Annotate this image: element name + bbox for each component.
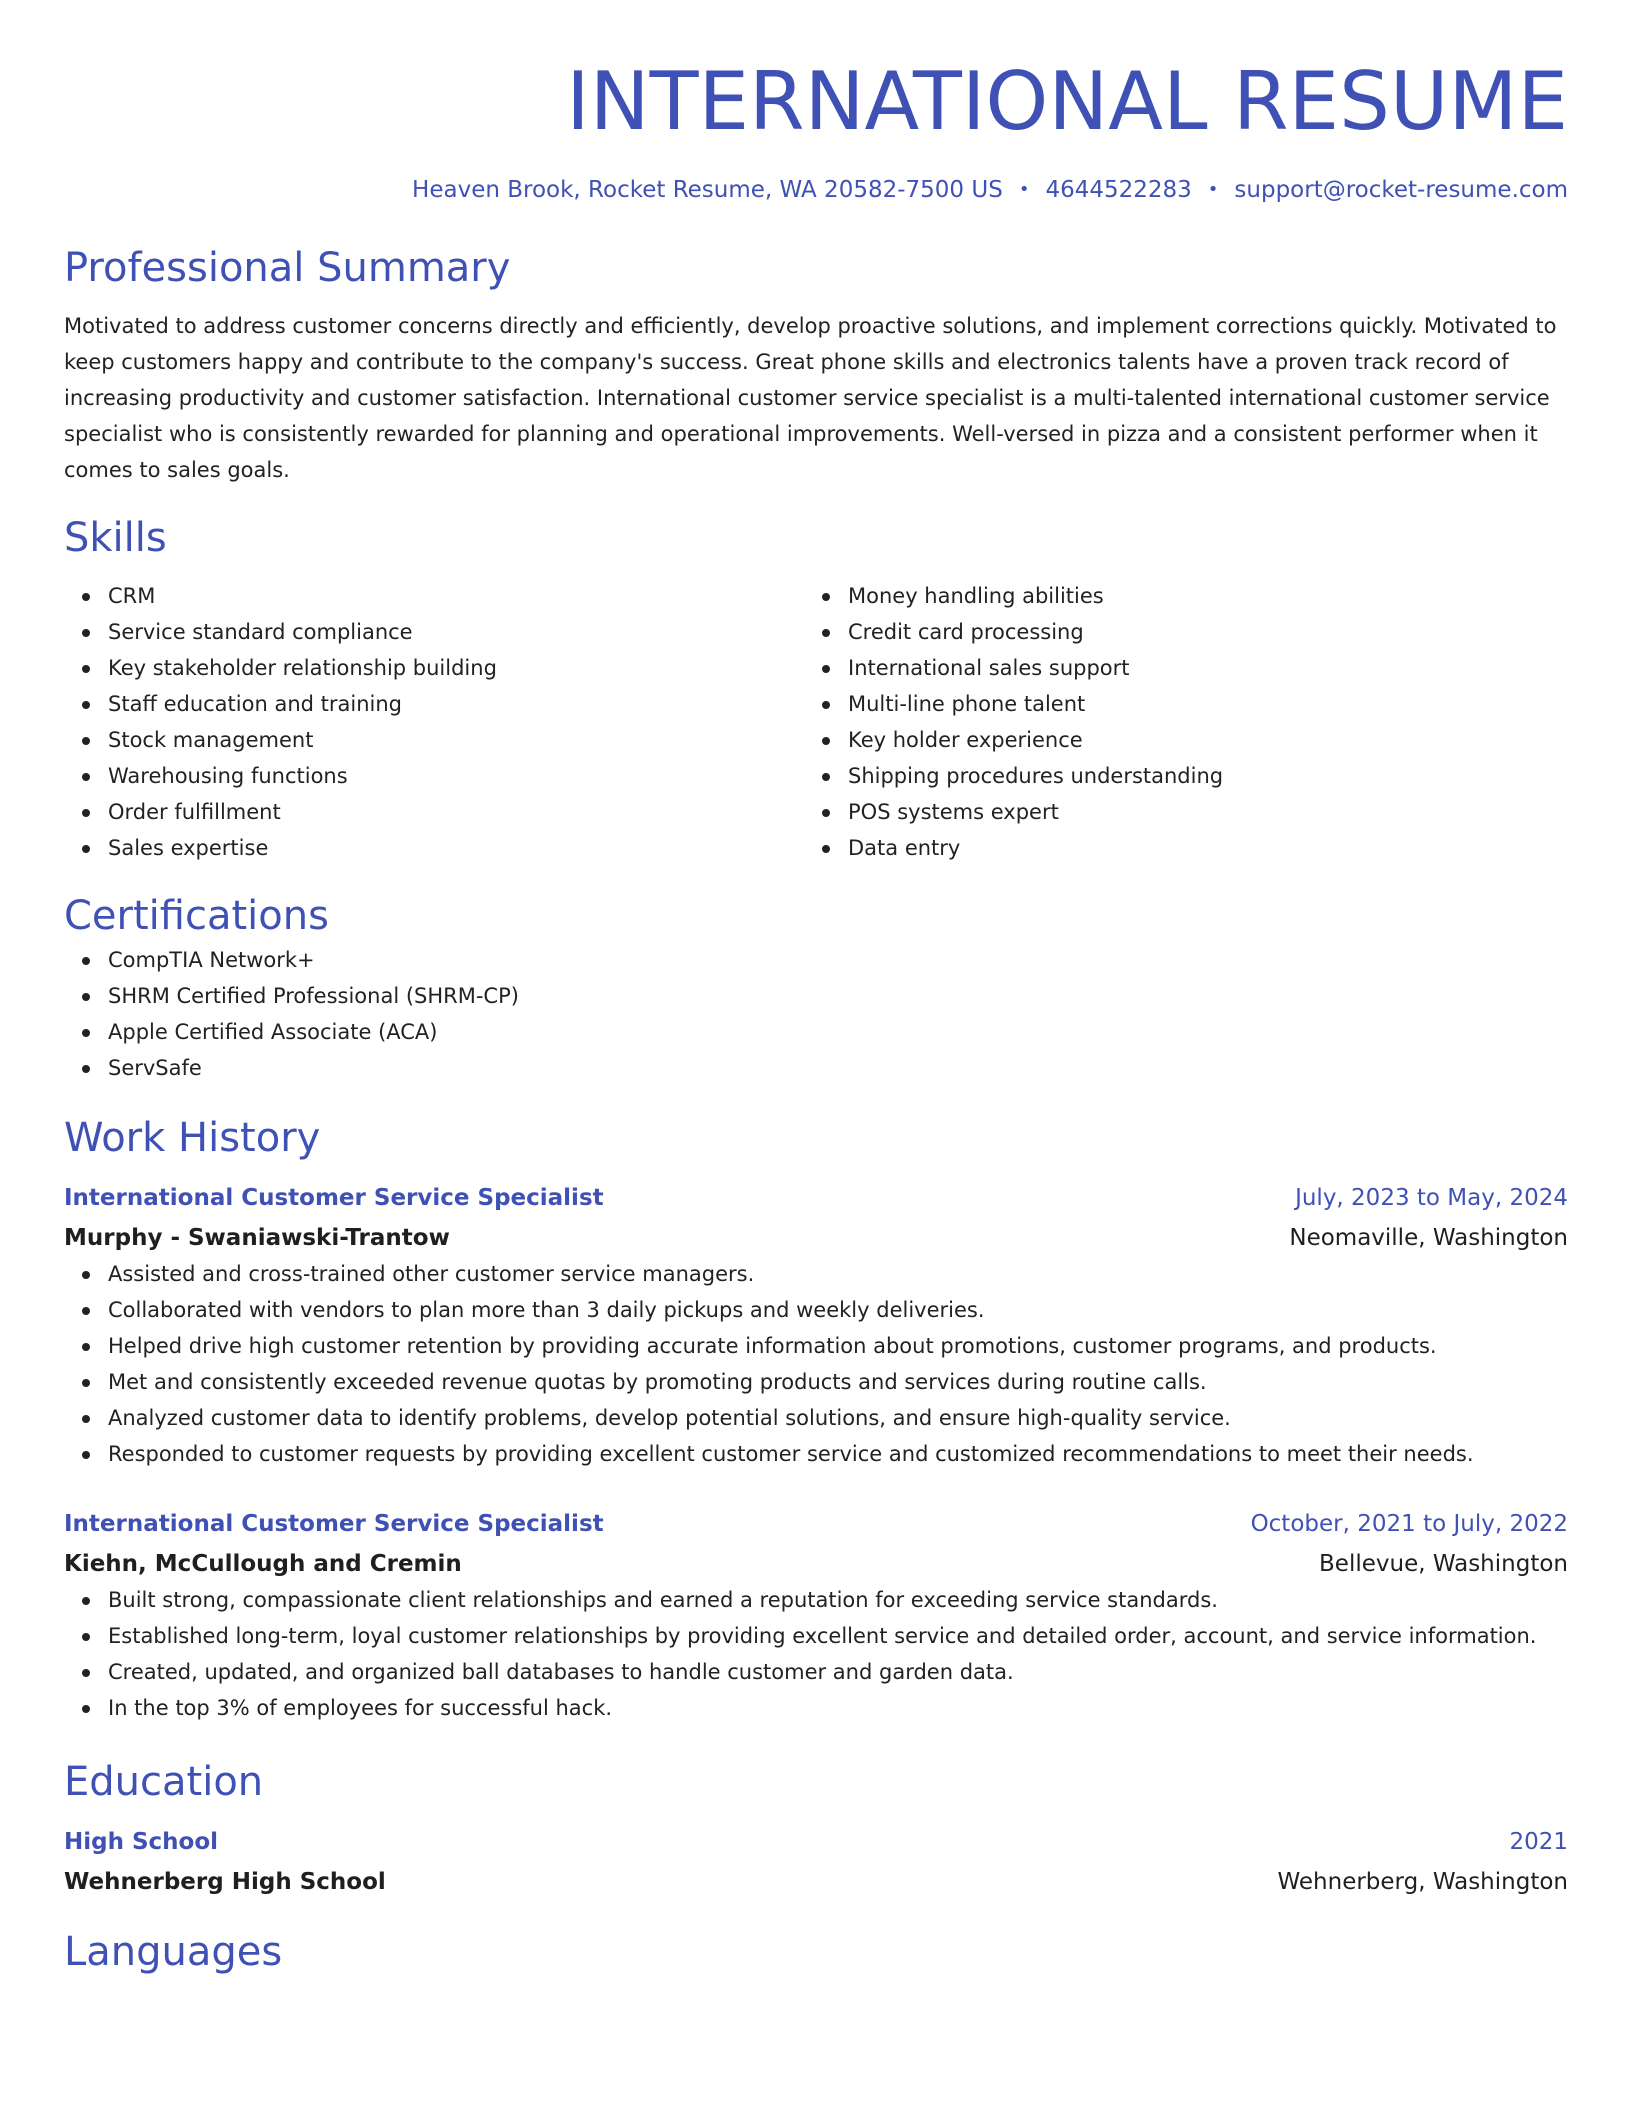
skill-item: Order fulfillment — [108, 794, 804, 830]
certification-item: CompTIA Network+ — [108, 942, 1568, 978]
education-location: Wehnerberg, Washington — [1277, 1869, 1568, 1895]
job-bullet: In the top 3% of employees for successful hack. — [108, 1690, 1568, 1726]
job-header — [64, 1506, 1568, 1542]
skill-item: Service standard compliance — [108, 614, 804, 650]
contact-separator: • — [1018, 179, 1030, 200]
job-bullet: Collaborated with vendors to plan more than 3 daily pickups and weekly deliveries. — [108, 1292, 1568, 1328]
certifications-list — [64, 942, 1568, 1086]
skill-item: Key holder experience — [848, 722, 1564, 758]
job-company: Murphy - Swaniawski-Trantow — [64, 1225, 450, 1251]
job-bullets — [64, 1582, 1568, 1726]
skills-grid — [64, 578, 1568, 866]
contact-line — [64, 174, 1568, 206]
skill-item: Stock management — [108, 722, 804, 758]
job-subheader — [64, 1220, 1568, 1256]
job-entry — [64, 1506, 1568, 1726]
job-dates: October, 2021 to July, 2022 — [1250, 1511, 1568, 1537]
job-location: Bellevue, Washington — [1319, 1551, 1568, 1577]
skill-item: Multi-line phone talent — [848, 686, 1564, 722]
skill-item: Warehousing functions — [108, 758, 804, 794]
job-bullet: Helped drive high customer retention by providing accurate information about promotions, customer programs, and products. — [108, 1328, 1568, 1364]
education-header — [64, 1824, 1568, 1860]
job-company: Kiehn, McCullough and Cremin — [64, 1551, 462, 1577]
contact-phone: 4644522283 — [1045, 177, 1192, 203]
education-heading: Education — [64, 1759, 264, 1805]
skills-heading: Skills — [64, 515, 167, 561]
job-entry — [64, 1180, 1568, 1472]
work-history-heading: Work History — [64, 1115, 321, 1161]
job-bullet: Established long-term, loyal customer relationships by providing excellent service and detailed order, account, and service information. — [108, 1618, 1568, 1654]
job-role: International Customer Service Specialist — [64, 1185, 604, 1211]
contact-address: Heaven Brook, Rocket Resume, WA 20582-7500 US — [412, 177, 1003, 203]
job-bullet: Built strong, compassionate client relationships and earned a reputation for exceeding service standards. — [108, 1582, 1568, 1618]
education-subheader — [64, 1864, 1568, 1900]
skill-item: Data entry — [848, 830, 1564, 866]
certification-item: SHRM Certified Professional (SHRM-CP) — [108, 978, 1568, 1014]
summary-text: Motivated to address customer concerns directly and efficiently, develop proactive solutions, and implement corrections quickly. Motivated to keep customers happy and contribute to the company's success. Great phone skills and electronics talents have a proven track record of increasing productivity and customer satisfaction. International customer service specialist is a multi-talented international customer service specialist who is consistently rewarded for planning and operational improvements. Well-versed in pizza and a consistent performer when it comes to sales goals. — [64, 314, 1557, 482]
job-bullet: Assisted and cross-trained other customer service managers. — [108, 1256, 1568, 1292]
summary-heading: Professional Summary — [64, 245, 511, 291]
education-entry — [64, 1824, 1568, 1900]
skill-item: Shipping procedures understanding — [848, 758, 1564, 794]
languages-heading: Languages — [64, 1929, 283, 1975]
skills-list-right — [804, 578, 1564, 866]
job-bullet: Analyzed customer data to identify problems, develop potential solutions, and ensure high-quality service. — [108, 1400, 1568, 1436]
skill-item: Staff education and training — [108, 686, 804, 722]
certification-item: ServSafe — [108, 1050, 1568, 1086]
certification-item: Apple Certified Associate (ACA) — [108, 1014, 1568, 1050]
job-bullet: Responded to customer requests by providing excellent customer service and customized recommendations to meet their needs. — [108, 1436, 1568, 1472]
job-bullets — [64, 1256, 1568, 1472]
job-subheader — [64, 1546, 1568, 1582]
contact-separator: • — [1207, 179, 1219, 200]
job-dates: July, 2023 to May, 2024 — [1295, 1185, 1568, 1211]
education-degree: High School — [64, 1829, 219, 1855]
education-year: 2021 — [1509, 1829, 1568, 1855]
skills-list-left — [64, 578, 804, 866]
job-location: Neomaville, Washington — [1289, 1225, 1568, 1251]
certifications-heading: Certifications — [64, 893, 329, 939]
job-header — [64, 1180, 1568, 1216]
contact-email: support@rocket-resume.com — [1234, 177, 1568, 203]
job-role: International Customer Service Specialist — [64, 1511, 604, 1537]
job-bullet: Met and consistently exceeded revenue quotas by promoting products and services during routine calls. — [108, 1364, 1568, 1400]
education-school: Wehnerberg High School — [64, 1869, 386, 1895]
skill-item: CRM — [108, 578, 804, 614]
skill-item: Credit card processing — [848, 614, 1564, 650]
job-bullet: Created, updated, and organized ball databases to handle customer and garden data. — [108, 1654, 1568, 1690]
skill-item: POS systems expert — [848, 794, 1564, 830]
resume-title: INTERNATIONAL RESUME — [566, 55, 1568, 148]
skill-item: Money handling abilities — [848, 578, 1564, 614]
skill-item: International sales support — [848, 650, 1564, 686]
skill-item: Sales expertise — [108, 830, 804, 866]
skill-item: Key stakeholder relationship building — [108, 650, 804, 686]
